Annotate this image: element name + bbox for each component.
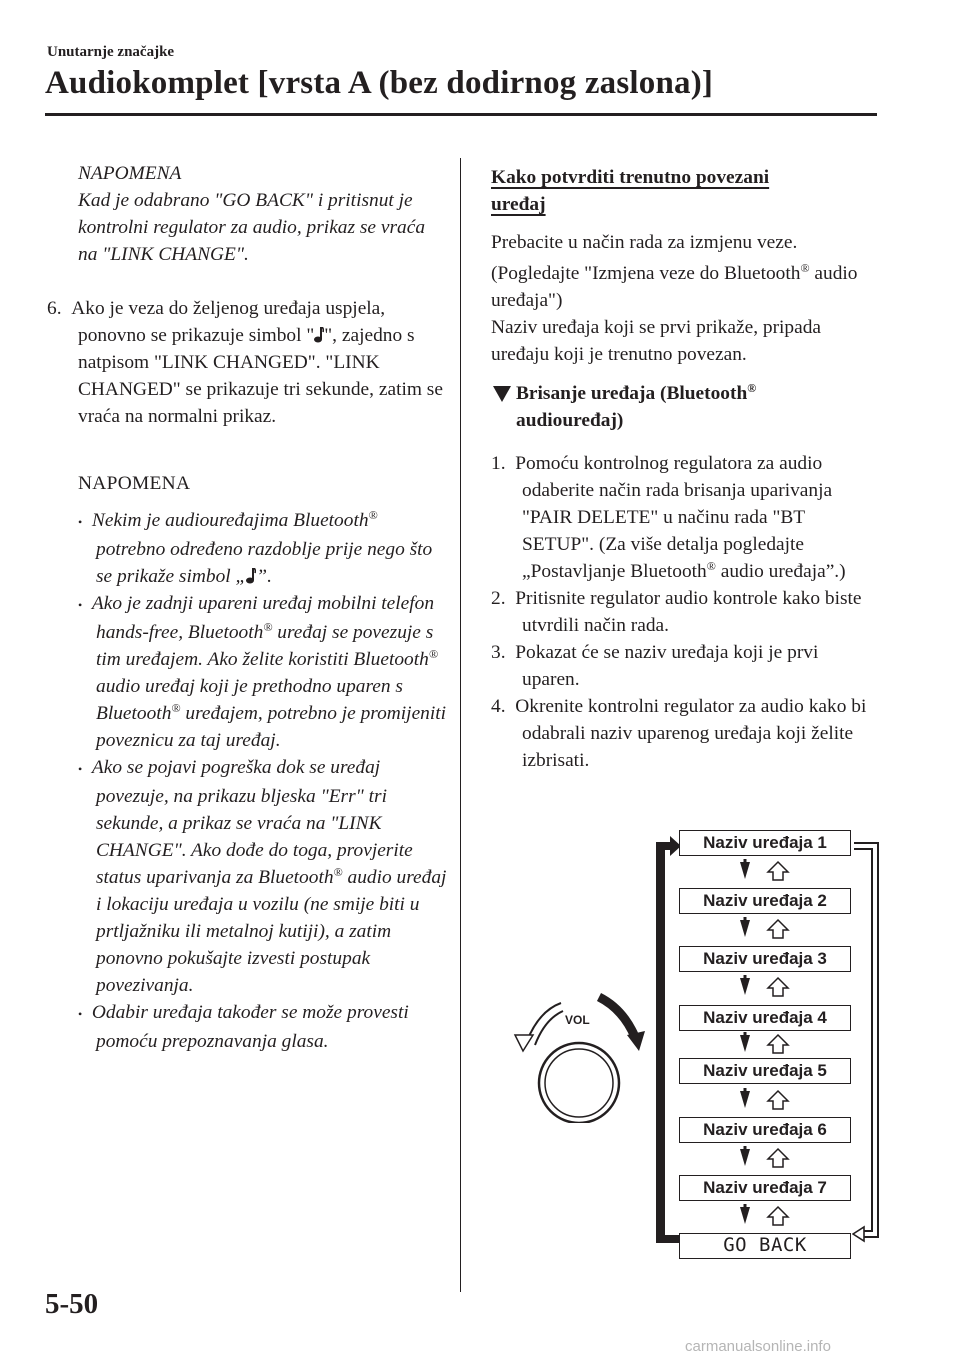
note2-heading: NAPOMENA <box>78 473 191 494</box>
bullet-2-text-c: audio uređaj koji je prethodno uparen s Bluetooth <box>96 676 403 724</box>
step-6-number: 6. <box>47 298 62 319</box>
note1 <box>78 160 448 268</box>
scroll-arrows-icon <box>736 975 796 999</box>
bullet-2-text-a: Ako je zadnji upareni uređaj mobilni telefon hands-free, Bluetooth <box>91 593 435 643</box>
section-label: Unutarnje značajke <box>47 44 175 60</box>
bullet-2-text-d: uređajem, potrebno je promijeniti poveznicu za taj uređaj. <box>96 703 447 751</box>
vol-label: VOL <box>565 1013 590 1027</box>
bullet-2 <box>78 590 448 754</box>
step-6 <box>47 295 448 430</box>
delete-steps <box>491 450 876 774</box>
registered-mark: ® <box>800 261 810 275</box>
registered-mark: ® <box>428 647 438 661</box>
music-note-icon <box>246 568 256 584</box>
scroll-arrows-icon <box>736 859 796 883</box>
note1-heading: NAPOMENA <box>78 163 182 184</box>
bullet-4-text: Odabir uređaja također se može provesti pomoću prepoznavanja glasa. <box>91 1002 409 1052</box>
bullet-glyph: • <box>78 762 83 776</box>
device-name-7: Naziv uređaja 7 <box>679 1175 851 1201</box>
step-text-a: Pokazat će se naziv uređaja koji je prvi uparen. <box>515 642 819 690</box>
column-divider <box>460 158 461 1292</box>
delete-step-3 <box>491 639 876 693</box>
page-title: Audiokomplet [vrsta A (bez dodirnog zaslona)] <box>45 65 714 101</box>
step-text-b: audio uređaja”.) <box>715 561 846 582</box>
device-name-3: Naziv uređaja 3 <box>679 946 851 972</box>
step-text-a: Okrenite kontrolni regulator za audio kako bi odabrali naziv uparenog uređaja koji želite izbrisati. <box>515 696 867 771</box>
triangle-down-icon <box>492 385 512 403</box>
music-note-icon <box>314 327 324 343</box>
bullet-glyph: • <box>78 515 83 529</box>
scroll-arrows-icon <box>736 1146 796 1170</box>
bullet-1-text-c: ”. <box>256 566 272 587</box>
device-name-2: Naziv uređaja 2 <box>679 888 851 914</box>
para-1: Prebacite u način rada za izmjenu veze. <box>491 232 798 253</box>
heading-current-device <box>491 164 871 218</box>
loop-bracket-right <box>852 835 888 1255</box>
bullet-glyph: • <box>78 598 83 612</box>
heading-delete-device-text-a: Brisanje uređaja (Bluetooth <box>516 383 748 404</box>
bullet-2-text-b: uređaj se povezuje s tim uređajem. Ako želite koristiti Bluetooth <box>96 622 434 670</box>
note2 <box>78 470 448 497</box>
bullet-3-text-b: audio uređaj i lokaciju uređaja u vozilu (ne smije biti u prtljažniku ili metalnoj kutiji), a zatim ponovno pokušajte izvesti postupak povezivanja. <box>96 867 447 996</box>
vol-knob-icon <box>505 983 653 1123</box>
registered-mark: ® <box>747 381 757 395</box>
para-3: Naziv uređaja koji se prvi prikaže, pripada uređaju koji je trenutno povezan. <box>491 317 822 365</box>
scroll-arrows-icon <box>736 917 796 941</box>
step-6-text-b: ", zajedno s natpisom "LINK CHANGED". "LINK CHANGED" se prikazuje tri sekunde, zatim se vraća na normalni prikaz. <box>78 325 443 427</box>
device-name-4: Naziv uređaja 4 <box>679 1005 851 1031</box>
bullet-1-text-b: potrebno određeno razdoblje prije nego što se prikaže simbol „ <box>96 539 433 587</box>
current-device-text <box>491 229 876 368</box>
bullet-glyph: • <box>78 1007 83 1021</box>
registered-mark: ® <box>263 620 273 634</box>
para-2-text-b: audio uređaja") <box>491 263 858 311</box>
bullet-3-text-a: Ako se pojavi pogreška dok se uređaj povezuje, na prikazu bljeska "Err" tri sekunde, a prikaz se vraća na "LINK CHANGE". Ako dođe do toga, provjerite status uparivanja za Bluetooth <box>91 757 413 888</box>
bullet-1 <box>78 507 448 590</box>
step-text-a: Pritisnite regulator audio kontrole kako biste utvrdili način rada. <box>515 588 862 636</box>
title-rule <box>45 113 877 116</box>
note1-text: Kad je odabrano "GO BACK" i pritisnut je kontrolni regulator za audio, prikaz se vraća na "LINK CHANGE". <box>78 190 426 265</box>
registered-mark: ® <box>171 701 181 715</box>
watermark: carmanualsonline.info <box>685 1338 831 1355</box>
registered-mark: ® <box>368 508 378 522</box>
step-number: 3. <box>491 642 506 663</box>
step-number: 2. <box>491 588 506 609</box>
bullet-1-text-a: Nekim je audiouređajima Bluetooth <box>91 510 369 531</box>
heading-delete-device <box>516 380 876 434</box>
scroll-arrows-icon <box>736 1032 796 1056</box>
heading-delete-device-text-b: audiouređaj) <box>516 410 624 431</box>
step-number: 4. <box>491 696 506 717</box>
step-text-a: Pomoću kontrolnog regulatora za audio odaberite način rada brisanja uparivanja "PAIR DELETE" u načinu rada "BT SETUP". (Za više detalja pogledajte „Postavljanje Bluetooth <box>515 453 833 582</box>
registered-mark: ® <box>706 559 716 573</box>
page-number: 5-50 <box>45 1288 99 1320</box>
heading-current-device-line2: uređaj <box>491 194 546 215</box>
delete-step-2 <box>491 585 876 639</box>
delete-step-4 <box>491 693 876 774</box>
registered-mark: ® <box>333 865 343 879</box>
scroll-arrows-icon <box>736 1088 796 1112</box>
heading-current-device-line1: Kako potvrditi trenutno povezani <box>491 167 770 188</box>
scroll-arrows-icon <box>736 1204 796 1228</box>
step-number: 1. <box>491 453 506 474</box>
device-name-1: Naziv uređaja 1 <box>679 830 851 856</box>
para-2 <box>491 260 876 314</box>
step-6-text-a: Ako je veza do željenog uređaja uspjela, ponovno se prikazuje simbol " <box>71 298 386 346</box>
go-back-item: GO BACK <box>679 1233 851 1259</box>
para-2-text-a: (Pogledajte "Izmjena veze do Bluetooth <box>491 263 801 284</box>
note2-bullets <box>78 507 448 1055</box>
bullet-4 <box>78 999 448 1055</box>
delete-step-1 <box>491 450 876 585</box>
device-name-5: Naziv uređaja 5 <box>679 1058 851 1084</box>
device-name-6: Naziv uređaja 6 <box>679 1117 851 1143</box>
bullet-3 <box>78 754 448 999</box>
